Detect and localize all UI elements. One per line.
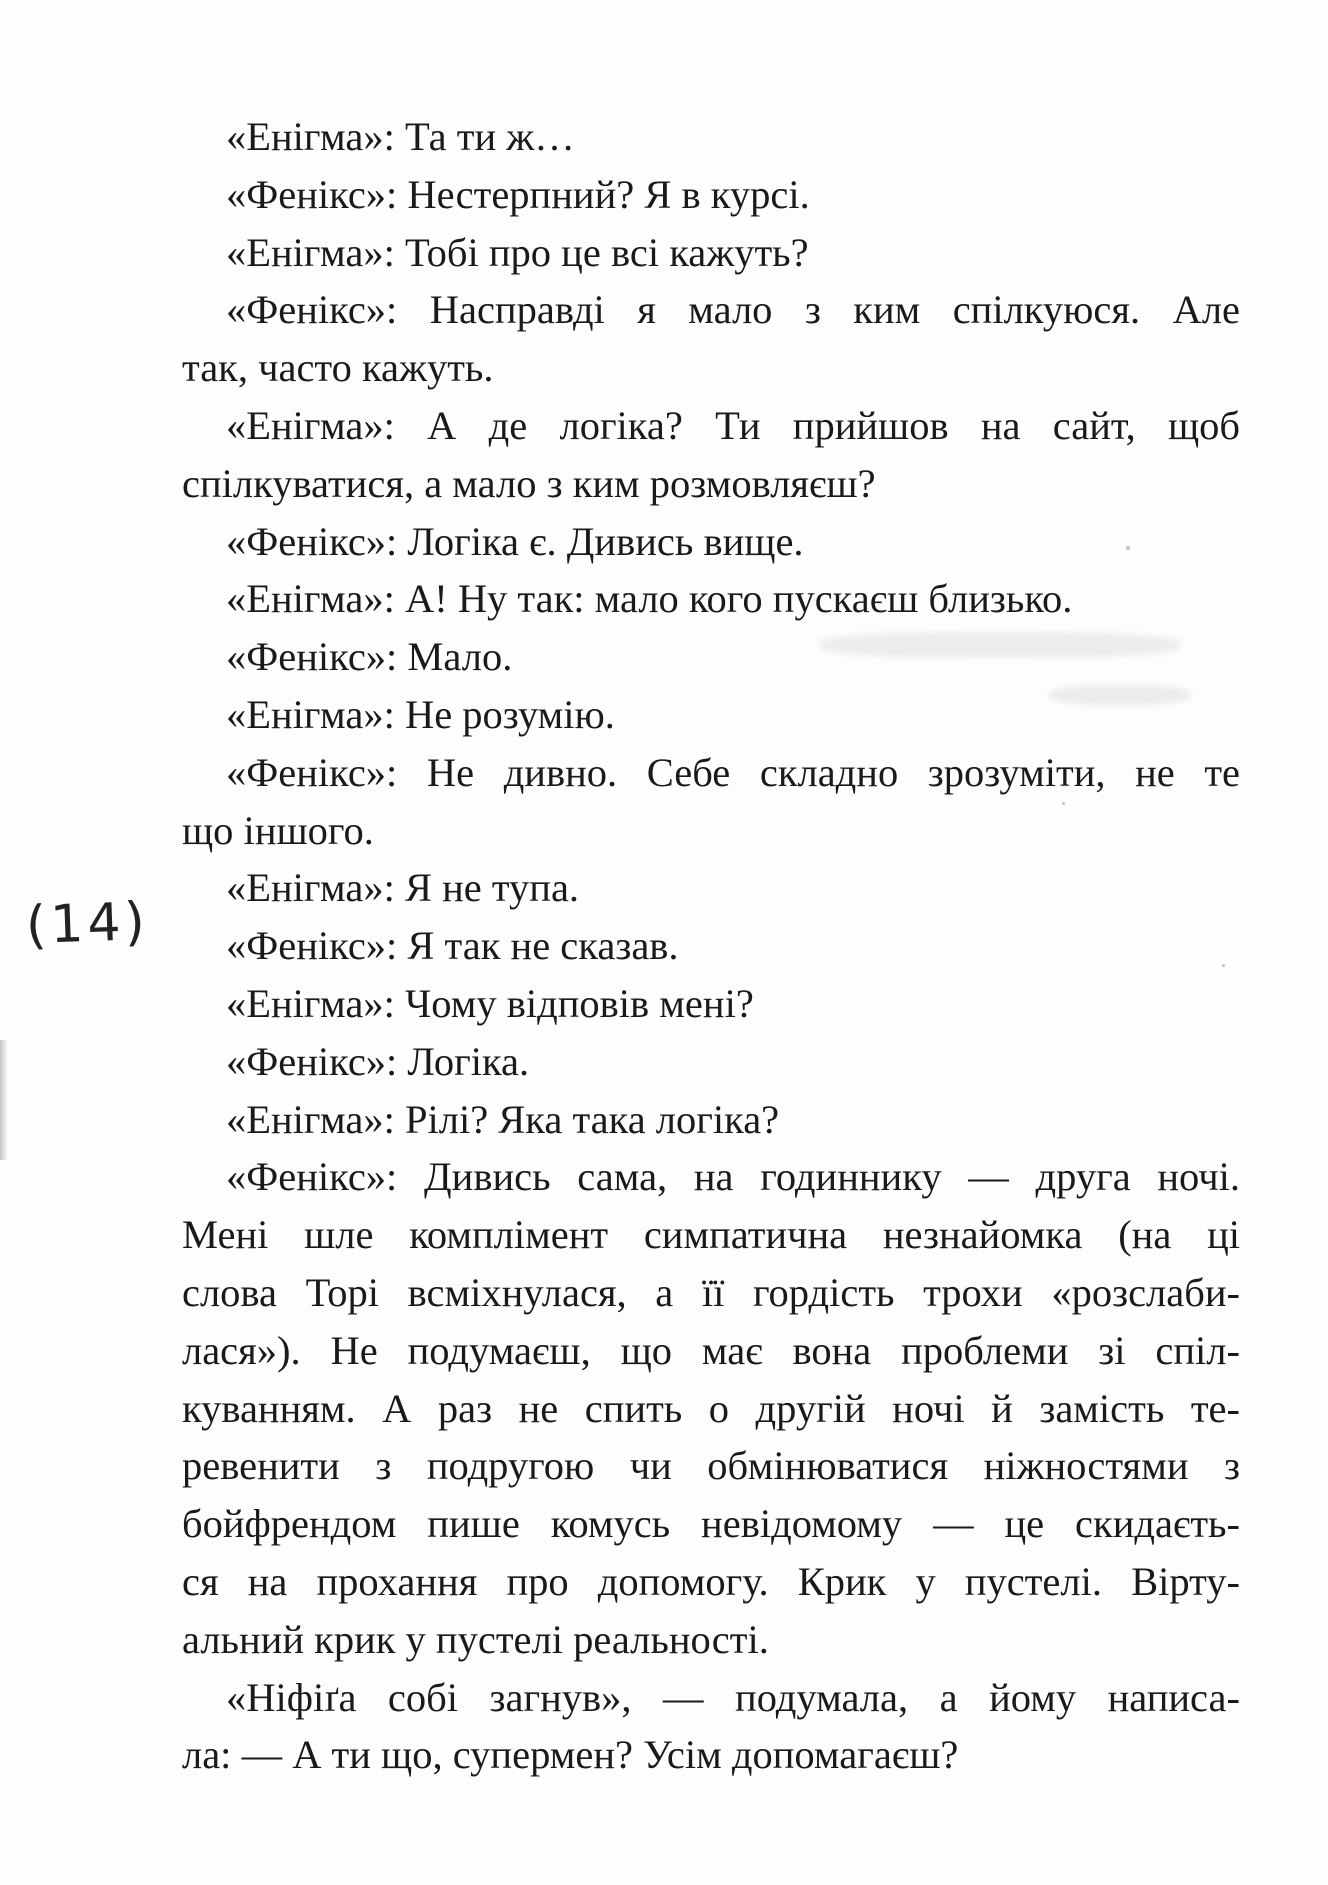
dialogue-line: «Фенікс»: Логіка є. Дивись вище.	[226, 518, 804, 564]
dialogue-line: «Фенікс»: Мало.	[226, 634, 513, 680]
dialogue-line: «Фенікс»: Нестерпний? Я в курсі.	[226, 171, 810, 217]
dialogue-line: «Фенікс»: Я так не сказав.	[226, 923, 679, 969]
body-text	[182, 108, 1240, 1784]
dialogue-line: «Енігма»: Рілі? Яка така логіка?	[226, 1096, 780, 1142]
dialogue-line: «Фенікс»: Насправді я мало з ким спілкуюся. Але так, часто кажуть.	[182, 287, 1240, 391]
page-number: (14)	[24, 891, 150, 957]
dialogue-line: «Енігма»: Не розумію.	[226, 691, 615, 737]
dialogue-line: «Енігма»: Я не тупа.	[226, 865, 580, 911]
page-edge-shadow	[0, 1040, 8, 1160]
dialogue-line: «Енігма»: А! Ну так: мало кого пускаєш близько.	[226, 576, 1073, 622]
long-reply-paragraph: «Фенікс»: Дивись сама, на годиннику — друга ночі. Мені шле комплімент симпатична незнайомка (на ці слова Торі всміхнулася, а її гордість трохи «розслаби- лася»). Не подумаєш, що має вона проблеми зі спіл- куванням. А раз не спить о другій ночі й замість те- ревенити з подругою чи обмінюватися ніжностями з бойфрендом пише комусь невідомому — це скидаєть- ся на прохання про допомогу. Крик у пустелі. Вірту- альний крик у пустелі реальності.	[182, 1154, 1241, 1662]
narration-paragraph: «Ніфіґа собі загнув», — подумала, а йому написа- ла: — А ти що, супермен? Усім допомагаєш?	[182, 1674, 1240, 1778]
dialogue-line: «Фенікс»: Логіка.	[226, 1038, 530, 1084]
dialogue-line: «Фенікс»: Не дивно. Себе складно зрозуміти, не те що іншого.	[182, 749, 1241, 853]
dialogue-line: «Енігма»: Чому відповів мені?	[226, 980, 754, 1026]
dialogue-line: «Енігма»: А де логіка? Ти прийшов на сайт, щоб спілкуватися, а мало з ким розмовляєш?	[182, 402, 1241, 506]
dialogue-line: «Енігма»: Та ти ж…	[226, 114, 575, 159]
dialogue-line: «Енігма»: Тобі про це всі кажуть?	[226, 229, 809, 275]
